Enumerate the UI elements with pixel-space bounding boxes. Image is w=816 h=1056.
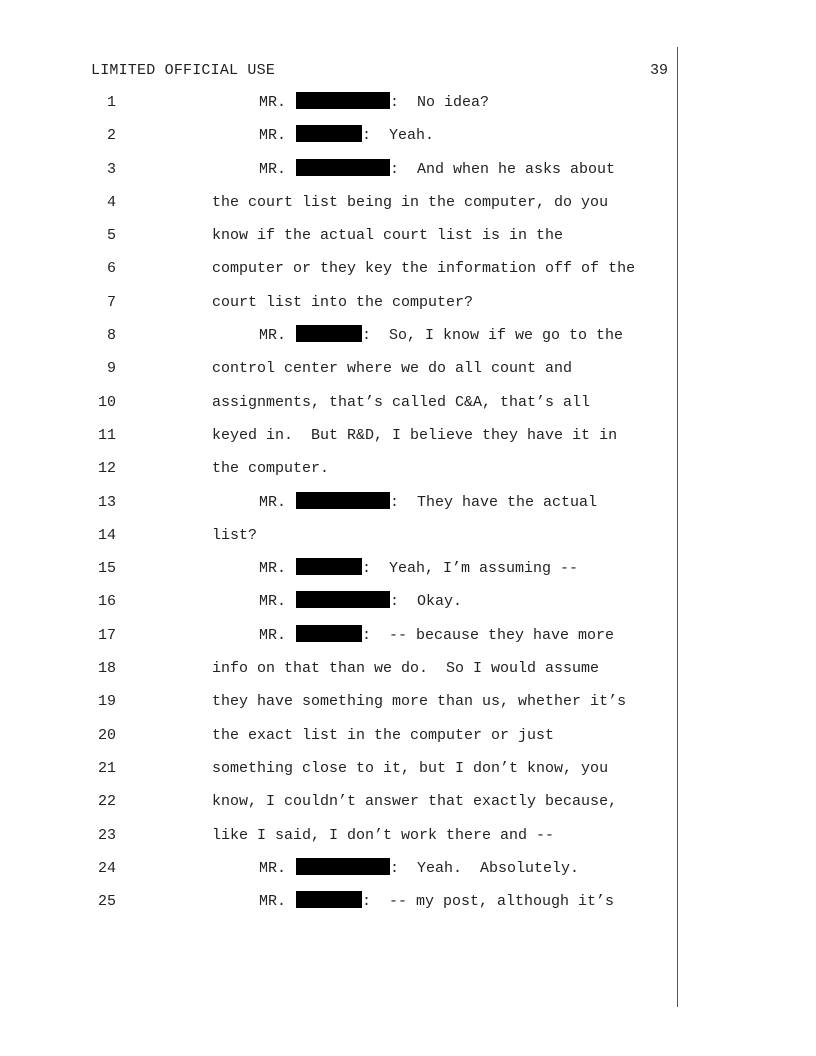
transcript-line (0, 225, 816, 258)
speaker-text: : Yeah. Absolutely. (390, 859, 580, 877)
line-text: computer or they key the information off of the (212, 260, 636, 278)
transcript-line (0, 858, 816, 891)
line-number: 9 (106, 360, 116, 378)
transcript-line (0, 591, 816, 624)
line-text: the court list being in the computer, do you (212, 193, 609, 211)
line-number: 17 (97, 626, 116, 644)
transcript-line (0, 825, 816, 858)
line-text: the computer. (212, 460, 330, 478)
line-number: 8 (106, 327, 116, 345)
transcript-line (0, 558, 816, 591)
line-number: 16 (97, 593, 116, 611)
speaker-line (259, 325, 623, 347)
line-text: know if the actual court list is in the (212, 227, 564, 245)
line-text: something close to it, but I don’t know, you (212, 759, 609, 777)
redaction-box (296, 625, 362, 642)
speaker-prefix: MR. (259, 593, 287, 611)
line-text: they have something more than us, whether it’s (212, 693, 627, 711)
line-number: 11 (97, 426, 116, 444)
line-number: 12 (97, 460, 116, 478)
line-number: 23 (97, 826, 116, 844)
line-number: 20 (97, 726, 116, 744)
transcript-line (0, 458, 816, 491)
speaker-prefix: MR. (259, 127, 287, 145)
transcript-line (0, 691, 816, 724)
redaction-box (296, 159, 390, 176)
speaker-prefix: MR. (259, 893, 287, 911)
redaction-box (296, 858, 390, 875)
speaker-line (259, 125, 434, 147)
redaction-box (296, 325, 362, 342)
transcript-line (0, 725, 816, 758)
transcript-lines (0, 92, 816, 924)
speaker-text: : So, I know if we go to the (362, 327, 624, 345)
speaker-line (259, 558, 578, 580)
line-number: 24 (97, 859, 116, 877)
speaker-text: : Yeah. (362, 127, 435, 145)
speaker-text: : -- because they have more (362, 626, 615, 644)
speaker-prefix: MR. (259, 859, 287, 877)
line-text: keyed in. But R&D, I believe they have it in (212, 426, 618, 444)
line-number: 6 (106, 260, 116, 278)
speaker-text: : No idea? (390, 94, 490, 111)
line-number: 13 (97, 493, 116, 511)
speaker-text: : Yeah, I’m assuming -- (362, 560, 579, 578)
redaction-box (296, 92, 390, 109)
speaker-prefix: MR. (259, 493, 287, 511)
speaker-prefix: MR. (259, 626, 287, 644)
speaker-line (259, 492, 597, 514)
transcript-line (0, 758, 816, 791)
speaker-line (259, 891, 614, 913)
line-number: 14 (97, 526, 116, 544)
transcript-line (0, 358, 816, 391)
redaction-box (296, 558, 362, 575)
speaker-line (259, 625, 614, 647)
line-number: 18 (97, 660, 116, 678)
transcript-line (0, 392, 816, 425)
line-number: 21 (97, 759, 116, 777)
line-number: 15 (97, 560, 116, 578)
speaker-prefix: MR. (259, 94, 287, 111)
line-text: info on that than we do. So I would assume (212, 660, 600, 678)
page-number: 39 (649, 62, 668, 79)
line-number: 3 (106, 160, 116, 178)
classification-header: LIMITED OFFICIAL USE (91, 62, 276, 79)
speaker-prefix: MR. (259, 560, 287, 578)
transcript-line (0, 425, 816, 458)
transcript-line (0, 492, 816, 525)
transcript-line (0, 292, 816, 325)
speaker-prefix: MR. (259, 327, 287, 345)
line-text: the exact list in the computer or just (212, 726, 555, 744)
speaker-text: : They have the actual (390, 493, 598, 511)
redaction-box (296, 492, 390, 509)
speaker-line (259, 92, 489, 114)
speaker-line (259, 591, 462, 613)
line-text: like I said, I don’t work there and -- (212, 826, 555, 844)
transcript-line (0, 791, 816, 824)
speaker-line (259, 159, 615, 181)
line-number: 1 (106, 94, 116, 111)
line-number: 10 (97, 393, 116, 411)
line-number: 19 (97, 693, 116, 711)
line-number: 22 (97, 793, 116, 811)
line-text: control center where we do all count and (212, 360, 573, 378)
speaker-text: : Okay. (390, 593, 463, 611)
speaker-line (259, 858, 579, 880)
line-number: 5 (106, 227, 116, 245)
transcript-line (0, 159, 816, 192)
transcript-line (0, 325, 816, 358)
line-text: know, I couldn’t answer that exactly because, (212, 793, 618, 811)
line-number: 7 (106, 293, 116, 311)
transcript-line (0, 891, 816, 924)
transcript-line (0, 258, 816, 291)
line-text: court list into the computer? (212, 293, 474, 311)
redaction-box (296, 591, 390, 608)
transcript-line (0, 125, 816, 158)
line-text: assignments, that’s called C&A, that’s all (212, 393, 591, 411)
transcript-line (0, 525, 816, 558)
redaction-box (296, 891, 362, 908)
speaker-text: : And when he asks about (390, 160, 616, 178)
line-number: 2 (106, 127, 116, 145)
transcript-line (0, 625, 816, 658)
transcript-line (0, 192, 816, 225)
speaker-text: : -- my post, although it’s (362, 893, 615, 911)
transcript-line (0, 92, 816, 125)
line-text: list? (212, 526, 258, 544)
transcript-line (0, 658, 816, 691)
speaker-prefix: MR. (259, 160, 287, 178)
line-number: 4 (106, 193, 116, 211)
line-number: 25 (97, 893, 116, 911)
redaction-box (296, 125, 362, 142)
